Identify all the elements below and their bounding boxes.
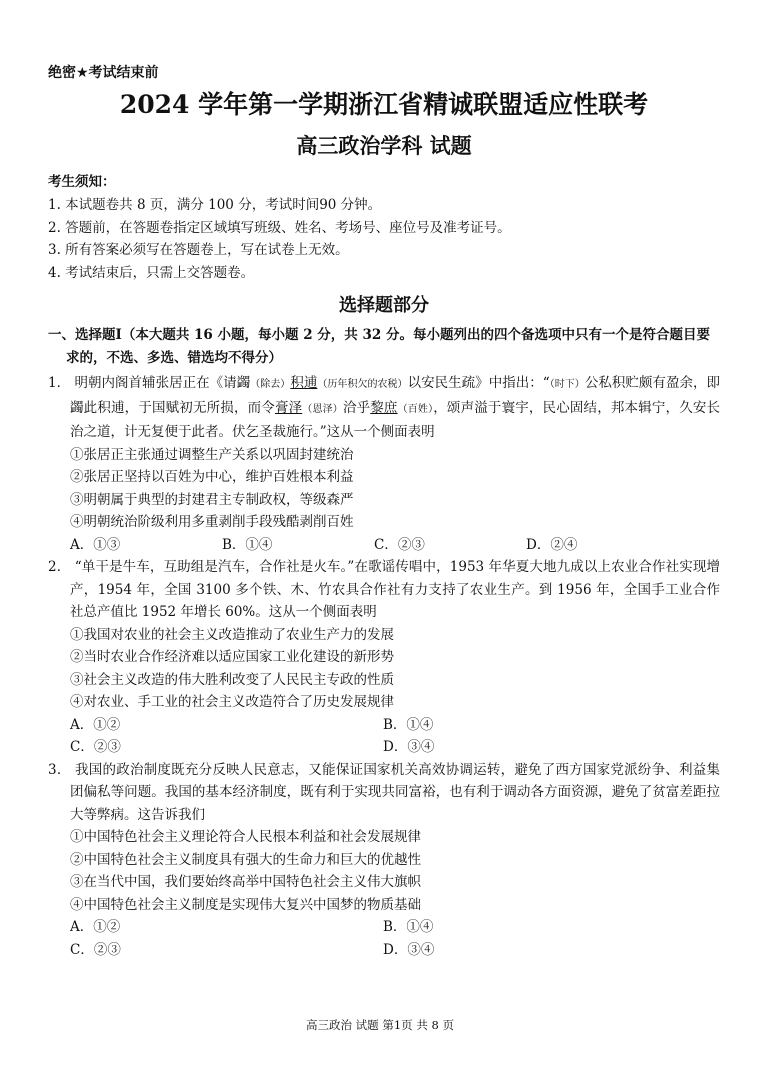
question-stem: 3． 我国的政治制度既充分反映人民意志，又能保证国家机关高效协调运转，避免了西方国家党派纷争、利益集团偏私等问题。我国的基本经济制度，既有利于实现共同富裕，也有利于调动各方面资源，避免了贫富差距拉大等弊病。这告诉我们 [48, 761, 720, 823]
stem-text: 洽乎 [342, 399, 371, 416]
choice-d: D．③④ [383, 941, 435, 958]
stem-text: 1． 明朝内阁首辅张居正在《请蠲 [48, 375, 251, 391]
choice-d: D．③④ [383, 739, 435, 755]
choice-c: C．②③ [70, 941, 121, 958]
gloss-note: （百姓） [397, 403, 434, 415]
page-footer: 高三政治 试题 第1页 共 8 页 [306, 1018, 454, 1032]
answer-choices [48, 534, 720, 557]
exam-subtitle: 高三政治学科 试题 [296, 133, 472, 158]
statement-option: ③在当代中国，我们要始终高举中国特色社会主义伟大旗帜 [70, 874, 421, 890]
notice-item: 3. 所有答案必须写在答题卷上，写在试卷上无效。 [48, 242, 349, 258]
notice-item: 4. 考试结束后，只需上交答题卷。 [48, 264, 255, 281]
exam-title: 2024 学年第一学期浙江省精诚联盟适应性联考 [119, 90, 649, 119]
choice-b: B．①④ [383, 919, 434, 935]
statement-option: ②当时农业合作经济难以适应国家工业化建设的新形势 [70, 649, 394, 665]
statement-option: ①张居正主张通过调整生产关系以巩固封建统治 [70, 446, 354, 463]
statement-option: ①中国特色社会主义理论符合人民根本利益和社会发展规律 [70, 829, 421, 845]
answer-choices [48, 916, 720, 939]
stem-text: 以安民生疏》中指出：“ [407, 375, 550, 391]
answer-choices [48, 736, 720, 759]
part-title: 选择题部分 [339, 295, 429, 316]
gloss-note: （时下） [549, 379, 585, 390]
statement-option: ②中国特色社会主义制度具有强大的生命力和巨大的优越性 [70, 851, 421, 868]
gloss-note: （恩泽） [302, 403, 343, 415]
choice-b: B．①④ [222, 536, 273, 553]
choice-c: C．②③ [374, 536, 425, 553]
gloss-note: （历年积欠的农税） [317, 379, 408, 390]
answer-choices [48, 939, 720, 962]
question-1 [48, 372, 720, 556]
notice-item: 1. 本试题卷共 8 页，满分 100 分，考试时间90 分钟。 [48, 197, 382, 213]
question-stem [48, 372, 720, 444]
notice-heading: 考生须知： [48, 174, 116, 190]
underlined-term: 积逋 [290, 375, 318, 391]
question-2 [48, 556, 720, 759]
statement-option: ①我国对农业的社会主义改造推动了农业生产力的发展 [70, 626, 394, 643]
answer-choices [48, 714, 720, 737]
underlined-term: 黎庶 [370, 399, 398, 416]
statement-option: ④对农业、手工业的社会主义改造符合了历史发展规律 [70, 694, 394, 710]
question-3 [48, 759, 720, 962]
choice-c: C．②③ [70, 739, 121, 755]
statement-option: ③明朝属于典型的封建君主专制政权，等级森严 [70, 491, 354, 508]
choice-a: A．①③ [70, 536, 121, 553]
stem-text: ，颂声溢于寰宇，民心固结，邦本辑宁，久安长治之道，计无复便于此者。伏乞圣裁施行。”这从一个侧面表明 [70, 399, 721, 440]
choice-a: A．①② [70, 716, 121, 733]
statement-option: ④明朝统治阶级利用多重剥削手段残酷剥削百姓 [70, 514, 354, 530]
notice-item: 2. 答题前，在答题卷指定区域填写班级、姓名、考场号、座位号及准考证号。 [48, 219, 511, 236]
gloss-note: （除去） [250, 379, 291, 390]
choice-a: A．①② [70, 919, 121, 935]
stem-text: 公私积贮颇有盈余，即蠲此积逋，于国赋初无所损，而令 [70, 375, 721, 416]
underlined-term: 膏泽 [274, 399, 303, 416]
choice-b: B．①④ [383, 716, 434, 733]
statement-option: ③社会主义改造的伟大胜利改变了人民民主专政的性质 [70, 671, 394, 688]
question-stem: 2． “单干是牛车，互助组是汽车，合作社是火车。”在歌谣传唱中，1953 年华夏大地九成以上农业合作社实现增产，1954 年，全国 3100 多个铁、木、竹农具合作社有力支持了农业生产。到 1956 年，全国手工业合作社总产值比 1952 年增长 60%。这从一个侧面表明 [48, 559, 720, 620]
confidential-label: 绝密★考试结束前 [48, 65, 159, 81]
statement-option: ④中国特色社会主义制度是实现伟大复兴中国梦的物质基础 [70, 896, 421, 913]
section-heading: 一、选择题Ⅰ（本大题共 16 小题，每小题 2 分，共 32 分。每小题列出的四个备选项中只有一个是符合题目要求的，不选、多选、错选均不得分） [48, 327, 710, 366]
statement-option: ②张居正坚持以百姓为中心，维护百姓根本利益 [70, 469, 354, 485]
choice-d: D．②④ [526, 536, 578, 553]
